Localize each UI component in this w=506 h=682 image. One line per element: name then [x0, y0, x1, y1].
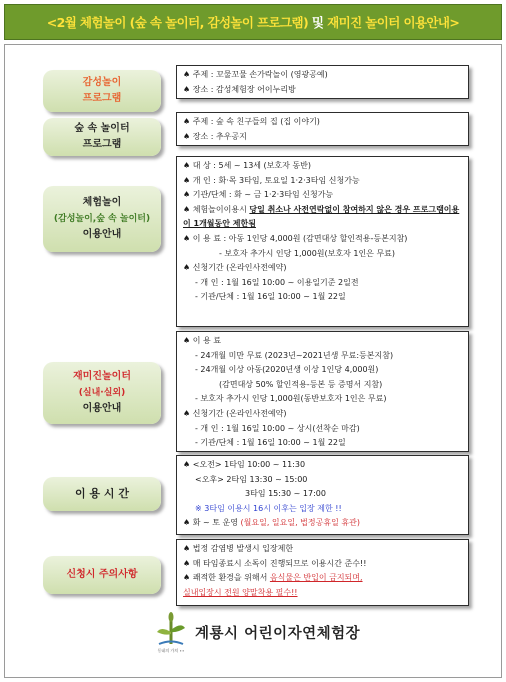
emotion-place: ♠ 장소 : 감성체험장 어이누리방: [183, 84, 296, 94]
hours-operating-lead: ♠ 화 ~ 토 운영: [183, 518, 241, 528]
hours-label: [43, 477, 161, 511]
jaemi-apply-group: - 기관/단체 : 1월 16일 10:00 ~ 1월 22일: [195, 438, 346, 448]
experience-fee: ♠ 이 용 료 : 아동 1인당 4,000원 (감면대상 할인적용-등본지참): [183, 233, 408, 243]
experience-guardian-fee: - 보호자 추가시 인당 1,000원(보호자 1인은 무료): [219, 248, 396, 258]
page-title: [47, 13, 460, 31]
emotion-topic: ♠ 주제 : 꼬물꼬물 손가락놀이 (영광공예): [183, 70, 328, 79]
title-open: <2월: [46, 15, 77, 30]
caution-food-lead: ♠ 쾌적한 환경을 위해서: [183, 573, 270, 583]
caution-box: [176, 539, 469, 606]
hours-entry-limit: ※ 3타임 이용시 16시 이후는 입장 제한 !!: [195, 503, 342, 513]
emotion-label-line2: 프로그램: [82, 93, 122, 104]
title-banner: [4, 4, 502, 40]
caution-label-text: 신청시 주의사항: [66, 569, 138, 580]
jaemi-discount-note: (감면대상 50% 할인적용-등본 등 증명서 지참): [219, 379, 383, 389]
forest-topic: ♠ 주제 : 숲 속 친구들의 집 (집 이야기): [183, 117, 320, 126]
forest-place: ♠ 장소 : 추우공지: [183, 131, 247, 141]
experience-guide-box: [176, 156, 469, 327]
jaemi-label-line3: 이용안내: [82, 403, 122, 414]
experience-individual: ♠ 개 인 : 화·목 3타임, 토요일 1·2·3타임 신청가능: [183, 175, 360, 185]
hours-morning: ♠ <오전> 1타임 10:00 ~ 11:30: [183, 460, 306, 469]
experience-apply-period: ♠ 신청기간 (온라인사전예약): [183, 263, 287, 273]
forest-label-line2: 프로그램: [82, 139, 122, 150]
jaemi-apply-period: ♠ 신청기간 (온라인사전예약): [183, 408, 287, 418]
jaemi-apply-individual: - 개 인 : 1월 16일 10:00 ~ 상시(선착순 마감): [195, 423, 360, 433]
emotion-label-line1: 감성놀이: [82, 77, 122, 88]
title-part-experience: 체험놀이 (숲 속 놀이터, 감성놀이 프로그램): [76, 15, 309, 30]
experience-penalty: [183, 203, 464, 232]
jaemi-label-line2: (실내·실외): [78, 388, 126, 398]
forest-program-label: [43, 118, 161, 156]
caution-epidemic: ♠ 법정 감염병 발생시 입장제한: [183, 544, 294, 553]
hours-afternoon-2: <오후> 2타임 13:30 ~ 15:00: [195, 474, 308, 484]
emotion-program-box: [176, 65, 469, 99]
caution-food-ban: 음식물은 반입이 금지되며,: [269, 573, 363, 583]
caution-label: [43, 556, 161, 594]
jaemi-fee-over24: - 24개월 이상 아동(2020년생 이상 1인당 4,000원): [195, 365, 379, 375]
forest-label-line1: 숲 속 놀이터: [74, 123, 130, 134]
experience-target: ♠ 대 상 : 5세 ~ 13세 (보호자 동반): [183, 161, 311, 170]
footer: [153, 608, 393, 656]
jaemi-label-line1: 재미진놀이터: [73, 371, 131, 382]
title-connector: 및: [308, 15, 328, 30]
hours-box: [176, 455, 469, 535]
logo-slogan: 동네의 가치 ∙∙: [157, 648, 185, 653]
hours-afternoon-3: 3타임 15:30 ~ 17:00: [245, 489, 326, 499]
caution-socks: 실내입장시 전원 양말착용 필수!!: [183, 587, 298, 597]
hours-label-text: 이 용 시 간: [75, 487, 129, 500]
hours-closed-days: (월요일, 일요일, 법정공휴일 휴관): [240, 518, 360, 528]
experience-label-line1: 체험놀이: [82, 197, 122, 208]
sprout-logo-icon: [153, 610, 189, 654]
emotion-program-label: [43, 70, 161, 112]
jaemi-fee-title: ♠ 이 용 료: [183, 336, 221, 345]
experience-penalty-notice: 당일 취소나 사전연락없이 참여하지 않은 경우 프로그램이용이 1개월동안 제한됨: [183, 204, 460, 229]
experience-penalty-lead: ♠ 체험놀이이용시: [183, 204, 250, 214]
experience-apply-individual: - 개 인 : 1월 16일 10:00 ~ 이용일기준 2일전: [195, 277, 359, 287]
experience-label-line3: 이용안내: [82, 229, 122, 240]
experience-group: ♠ 기관/단체 : 화 ~ 금 1·2·3타임 신청가능: [183, 190, 334, 200]
experience-apply-group: - 기관/단체 : 1월 16일 10:00 ~ 1월 22일: [195, 292, 346, 302]
jaemi-guide-label: [43, 362, 161, 424]
forest-program-box: [176, 112, 469, 146]
title-part-jaemi: 재미진 놀이터 이용안내>: [327, 15, 460, 30]
experience-label-line2: (감성놀이,숲 속 놀이터): [53, 214, 151, 224]
experience-guide-label: [43, 186, 161, 252]
jaemi-fee-under24: - 24개월 미만 무료 (2023년~2021년생 무료:등본지참): [195, 350, 394, 360]
facility-name: 계룡시 어린이자연체험장: [195, 624, 361, 642]
jaemi-guide-box: [176, 331, 469, 452]
caution-food: [183, 571, 464, 586]
hours-operating-days: [183, 516, 464, 531]
jaemi-guardian-fee: - 보호자 추가시 인당 1,000원(동반보호자 1인은 무료): [195, 394, 387, 404]
caution-time-keep: ♠ 매 타임종료시 소독이 진행되므로 이용시간 준수!!: [183, 558, 367, 568]
